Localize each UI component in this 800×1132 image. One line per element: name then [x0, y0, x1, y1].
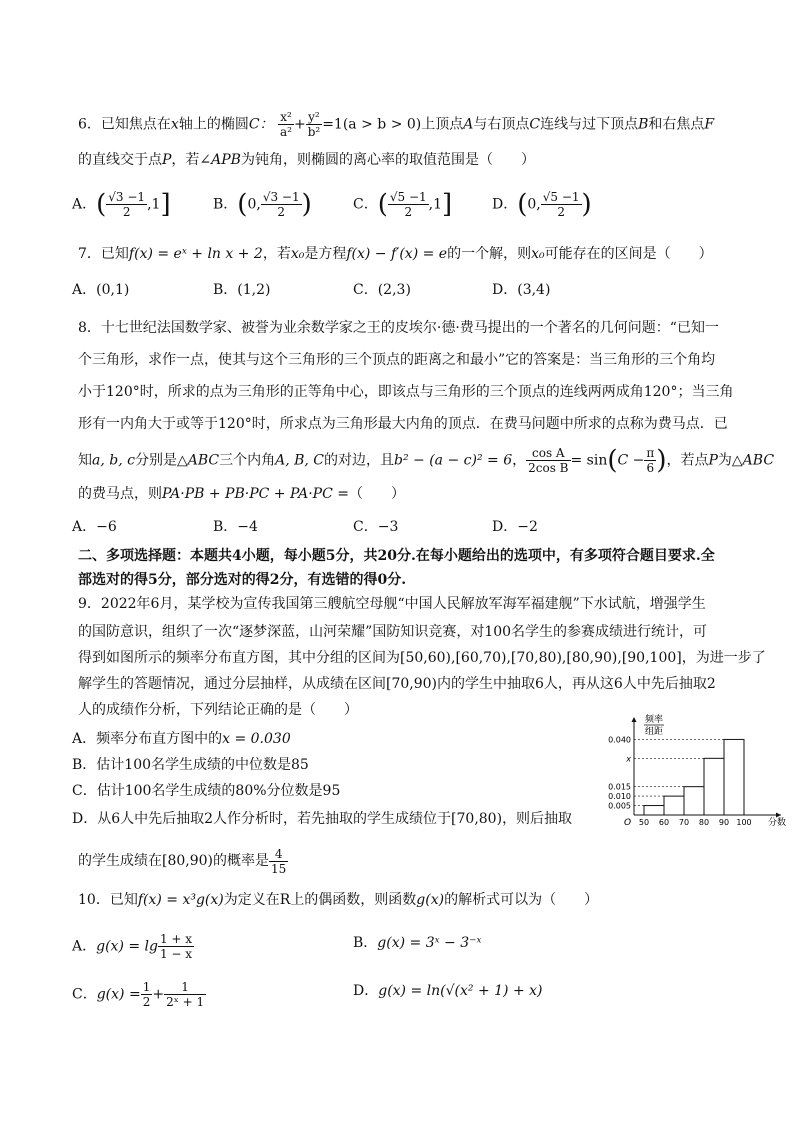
q9-option-d-line2: 的学生成绩在[80,90)的概率是 $\frac{4}{15}$: [78, 846, 287, 876]
q9-line2: 的国防意识，组织了一次“逐梦深蓝，山河荣耀”国防知识竞赛，对100名学生的参赛成绩进行统计，可: [78, 624, 708, 640]
q8-option-a[interactable]: A．−6: [72, 519, 117, 535]
histogram-x-tick-label: 90: [718, 818, 730, 827]
q7-option-c[interactable]: C．(2,3): [353, 282, 411, 298]
histogram-ylabel-top: 频率: [644, 715, 664, 725]
q10-option-b[interactable]: B．g(x) = 3ˣ − 3⁻ˣ: [353, 935, 482, 951]
q8-option-b[interactable]: B．−4: [213, 519, 258, 535]
q7-equation: f(x) − f′(x) = e: [346, 246, 448, 262]
q6-text: 6．已知焦点在: [78, 116, 171, 133]
q9-line4: 解学生的答题情况，通过分层抽样，从成绩在区间[70,90)内的学生中抽取6人，再从这6人中先后抽取2: [78, 676, 716, 692]
histogram-x-tick-label: 50: [638, 818, 650, 827]
q6-line2: 的直线交于点P，若∠APB为钝角，则椭圆的离心率的取值范围是（ ）: [78, 152, 535, 168]
section2-heading: 二、多项选择题：本题共4小题，每小题5分，共20分.在每小题给出的选项中，有多项符合题目要求.全: [78, 548, 715, 564]
q7-option-d[interactable]: D．(3,4): [492, 282, 551, 298]
frequency-histogram: [596, 700, 796, 840]
q9-option-b[interactable]: B．估计100名学生成绩的中位数是85: [72, 757, 309, 773]
q7-function: f(x) = eˣ + ln x + 2: [128, 246, 263, 262]
q6-frac-x: $\frac{\text{x²}}{\text{a²}}$: [280, 110, 292, 139]
q8-vector-expr: PA·PB + PB·PC + PA·PC =: [162, 486, 349, 502]
q9-line5: 人的成绩作分析，下列结论正确的是（ ）: [78, 702, 358, 718]
histogram-x-tick-label: 100: [736, 818, 752, 827]
histogram-bar: [724, 739, 744, 815]
histogram-y-arrow: [632, 717, 637, 722]
histogram-xlabel: 分数: [768, 818, 787, 828]
histogram-y-tick-label: 0.010: [608, 792, 631, 802]
q7-option-b[interactable]: B．(1,2): [213, 282, 271, 298]
q6-option-b[interactable]: B．(0, $\frac{√3 -1}{2}$ ): [213, 189, 312, 220]
q6-text: 轴上的椭圆: [178, 116, 249, 133]
q8-option-c[interactable]: C．−3: [353, 519, 399, 535]
q8-line1: 8．十七世纪法国数学家、被誉为业余数学家之王的皮埃尔·德·费马提出的一个著名的几何问题：“已知一: [78, 320, 719, 336]
q8-option-d[interactable]: D．−2: [492, 519, 538, 535]
q9-line1: 9．2022年6月，某学校为宣传我国第三艘航空母舰“中国人民解放军海军福建舰”下水试航，增强学生: [78, 596, 706, 612]
q10-stem: 10．已知f(x) = x³g(x)为定义在R上的偶函数，则函数g(x)的解析式可以为（ ）: [78, 892, 599, 908]
histogram-bar: [644, 806, 664, 815]
q8-line2: 个三角形，求作一点，使其与这个三角形的三个顶点的距离之和最小”它的答案是：当三角形的三个角均: [78, 352, 716, 368]
q6-frac-y: $\frac{\text{y²}}{\text{b²}}$: [307, 110, 321, 139]
histogram-x-tick-label: 70: [678, 818, 690, 827]
q10-option-a[interactable]: A．g(x) = lg $\frac{1 + x}{1 - x}$: [72, 932, 193, 961]
histogram-y-tick-label: 0.040: [608, 735, 631, 745]
histogram-bar: [684, 787, 704, 815]
q8-line4: 形有一内角大于或等于120°时，所求点为三角形最大内角的顶点．在费马问题中所求的点称为费马点．已: [78, 416, 728, 432]
histogram-y-tick-label: 0.005: [608, 801, 631, 811]
q6-option-c[interactable]: C．( $\frac{√5 -1}{2}$ ,1]: [353, 189, 453, 220]
q6-option-d[interactable]: D．(0, $\frac{√5 -1}{2}$ ): [492, 189, 592, 220]
histogram-ylabel-bottom: 组距: [644, 727, 664, 737]
q6-option-a[interactable]: A．( $\frac{√3 -1}{2}$ ,1]: [72, 189, 171, 220]
q10-option-d[interactable]: D．g(x) = ln(√(x² + 1) + x): [353, 983, 543, 999]
q9-option-a[interactable]: A．频率分布直方图中的x = 0.030: [72, 731, 291, 747]
q9-option-c[interactable]: C．估计100名学生成绩的80%分位数是95: [72, 783, 341, 799]
histogram-x-tick-label: 60: [658, 818, 670, 827]
q6-var: C：: [248, 116, 274, 133]
histogram-y-tick-label: x: [626, 754, 631, 764]
q7-option-a[interactable]: A．(0,1): [72, 282, 130, 298]
histogram-origin: O: [624, 818, 632, 828]
q6-line1: 6．已知焦点在x轴上的椭圆C： $\frac{\text{x²}}{\text{a²}}$ + $\frac{\text{y²}}{\text{b²}}$ =1(a > b > 0)上顶点A与右顶点C连线与过下顶点B和右焦点F: [78, 110, 715, 139]
q6-text: 上顶点: [421, 116, 464, 133]
q6-cond: =1(a > b > 0): [322, 116, 422, 133]
histogram-bar: [664, 796, 684, 815]
histogram-x-arrow: [776, 813, 781, 818]
q8-line5: 知a, b, c分别是△ABC三个内角A, B, C的对边，且b² − (a − c)² = 6， $\frac{\text{cos A}}{\text{2cos B}}$ = sin(C − $\frac{\pi}{6}$ )，若点P为△ABC: [78, 445, 775, 476]
q6-var: x: [170, 116, 179, 133]
histogram-y-tick-label: 0.015: [608, 782, 631, 792]
histogram-bar: [704, 758, 724, 815]
q9-option-d[interactable]: D．从6人中先后抽取2人作分析时，若先抽取的学生成绩位于[70,80)，则后抽取: [72, 811, 573, 827]
histogram-x-tick-label: 80: [698, 818, 710, 827]
q10-option-c[interactable]: C．g(x) = $\frac{1}{2}$ + $\frac{1}{\text{2ˣ + 1}}$: [72, 980, 205, 1009]
q9-line3: 得到如图所示的频率分布直方图，其中分组的区间为[50,60),[60,70),[70,80),[80,90),[90,100]，为进一步了: [78, 650, 766, 666]
q8-line3: 小于120°时，所求的点为三角形的正等角中心，即该点与三角形的三个顶点的连线两两成角120°；当三角: [78, 384, 734, 400]
q8-line6: 的费马点，则PA·PB + PB·PC + PA·PC =（ ）: [78, 486, 405, 502]
section2-heading-line2: 部选对的得5分，部分选对的得2分，有选错的得0分.: [78, 572, 407, 588]
q7-stem: 7．已知f(x) = eˣ + ln x + 2，若x₀是方程f(x) − f′(x) = e的一个解，则x₀可能存在的区间是（ ）: [78, 246, 713, 262]
